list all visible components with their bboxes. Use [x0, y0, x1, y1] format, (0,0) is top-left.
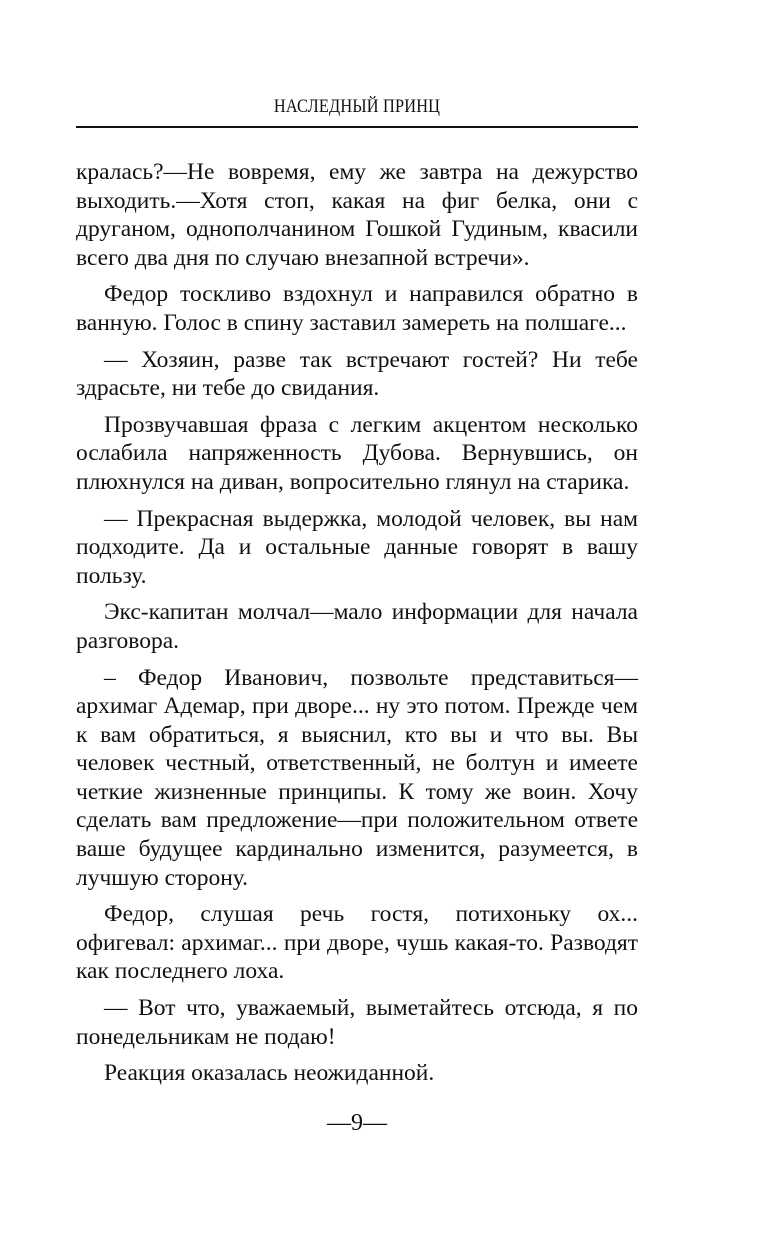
paragraph: — Прекрасная выдержка, молодой человек, вы нам подходите. Да и остальные данные говорят в вашу пользу.	[76, 505, 638, 589]
paragraph: – Федор Иванович, позвольте представиться— архимаг Адемар, при дворе... ну это потом. Прежде чем к вам обратиться, я выяснил, кто вы и что вы. Вы человек честный, ответственный, не болтун и имеете четкие жизненные принципы. К тому же воин. Хочу сделать вам предложение—при положительном ответе ваше будущее кардинально изменится, разумеется, в лучшую сторону.	[76, 664, 638, 891]
paragraph: — Вот что, уважаемый, выметайтесь отсюда, я по понедельникам не подаю!	[76, 995, 638, 1050]
running-head: НАСЛЕДНЫЙ ПРИНЦ	[273, 96, 441, 117]
header-rule	[76, 126, 638, 128]
paragraph: Федор тоскливо вздохнул и направился обратно в ванную. Голос в спину заставил замереть на полшаге...	[76, 281, 638, 336]
paragraph: кралась?—Не вовремя, ему же завтра на дежурство выходить.—Хотя стоп, какая на фиг белка, они с друганом, однополчанином Гошкой Гудиным, квасили всего два дня по случаю внезапной встречи».	[76, 159, 638, 271]
paragraph: Федор, слушая речь гостя, потихоньку ох... офигевал: архимаг... при дворе, чушь какая-то. Разводят как последнего лоха.	[76, 901, 638, 985]
body-text	[76, 158, 638, 1096]
page-number: —9—	[327, 1110, 387, 1136]
paragraph: Реакция оказалась неожиданной.	[104, 1060, 435, 1087]
paragraph: Прозвучавшая фраза с легким акцентом несколько ослабила напряженность Дубова. Вернувшись, он плюхнулся на диван, вопросительно глянул на старика.	[76, 411, 638, 495]
paragraph: — Хозяин, разве так встречают гостей? Ни тебе здрасьте, ни тебе до свидания.	[76, 346, 638, 402]
paragraph: Экс-капитан молчал—мало информации для начала разговора.	[76, 599, 638, 654]
